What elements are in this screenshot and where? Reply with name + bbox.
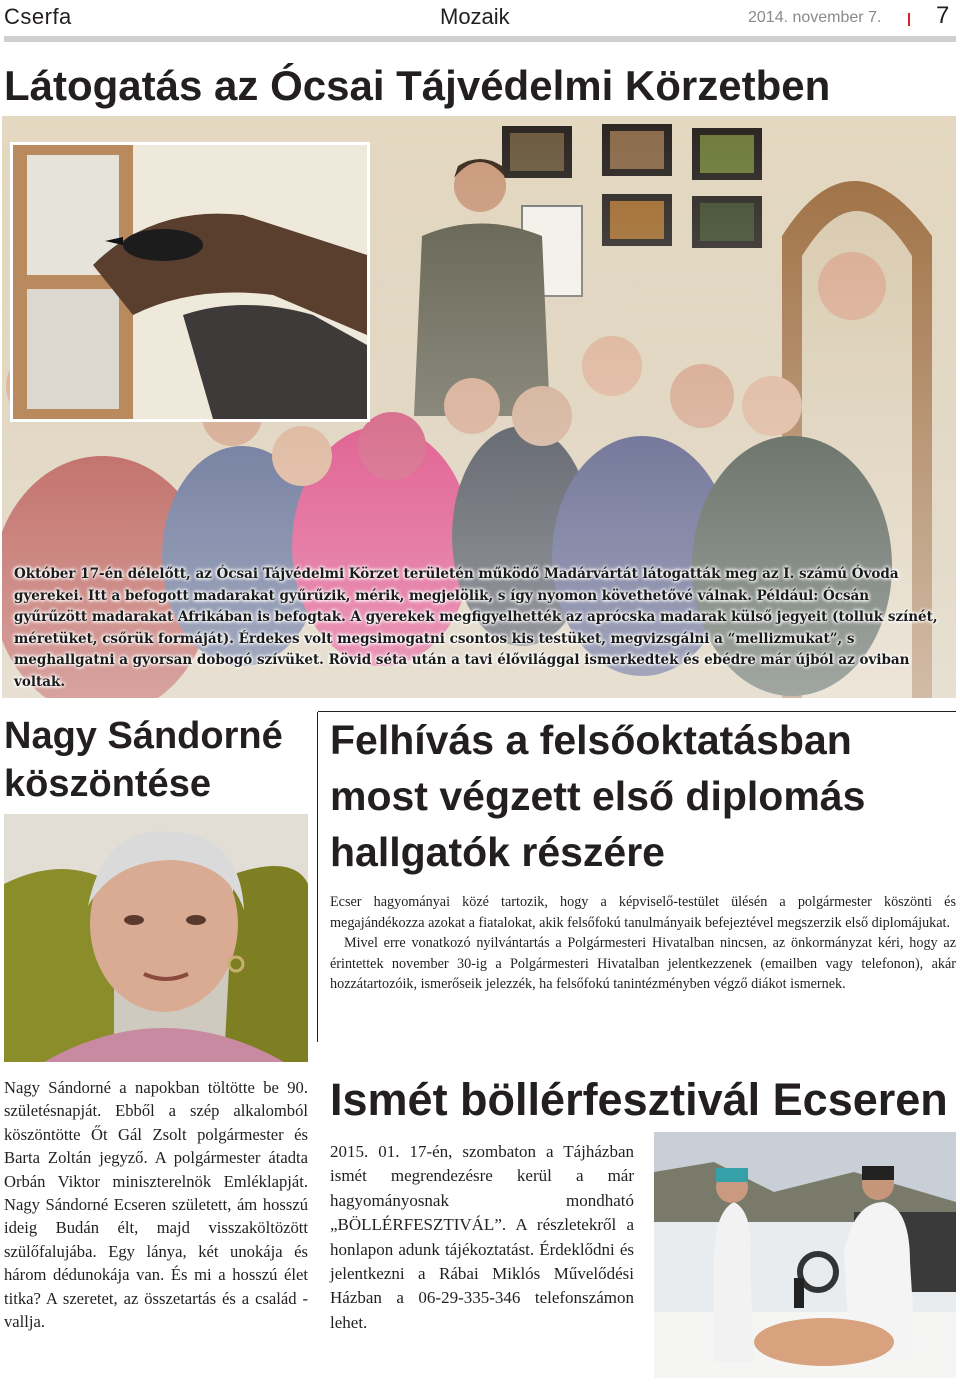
portrait-photo <box>4 814 308 1062</box>
section-name: Cserfa <box>4 4 72 29</box>
main-photo-caption: Október 17-én délelőtt, az Ócsai Tájvédelmi Körzet területén működő Madárvártát látogatták meg az I. számú Óvoda gyerekei. Itt a befogott madarakat gyűrűzik, mérik, megjelölik, s így nyomon követhetővé válnak. Például: Ócsán gyűrűzött madarakat Afrikában is befogtak. A gyerekek megfigyelhették az aprócska madarak külső jegyeit (tolluk színét, méretüket, csőrük formáját). Érdekes volt megsimogatni csontos kis testüket, megvizsgálni a “mellizmukat”, s meghallgatni a gyorsan dobogó szívüket. Rövid séta után a tavi élővilággal ismerkedtek és ebédre már újból az oviban voltak. <box>14 566 938 690</box>
main-article-photo <box>2 116 956 698</box>
category-name: Mozaik <box>440 4 510 29</box>
page-header <box>0 0 960 38</box>
issue-date: 2014. november 7. <box>748 9 882 26</box>
header-rule <box>4 36 956 42</box>
call-article-title: Felhívás a felsőoktatásban most végzett első diplomás hallgatók részére <box>330 717 866 875</box>
column-divider <box>317 712 318 1042</box>
bird-ringing-inset-photo <box>10 142 370 422</box>
festival-photo <box>654 1132 956 1378</box>
header-accent-bar <box>908 13 910 26</box>
birthday-article-body: Nagy Sándorné a napokban töltötte be 90. születésnapját. Ebből a szép alkalomból köszöntötte Őt Gál Zsolt polgármester és Barta Zoltán jegyző. A polgármester átadta Orbán Viktor miniszterelnök Emléklapját. Nagy Sándorné Ecseren született, ám hosszú ideig Budán élt, majd visszaköltözött szülőfalujába. Egy lánya, két unokája és három dédunokája van. És mi a hosszú élet titka? A szeretet, az összetartás és a család - vallja. <box>4 1078 308 1332</box>
main-article-title: Látogatás az Ócsai Tájvédelmi Körzetben <box>4 62 831 109</box>
festival-article-title: Ismét böllérfesztivál Ecseren <box>330 1074 948 1125</box>
birthday-article-title: Nagy Sándorné köszöntése <box>4 715 283 805</box>
festival-article-body: 2015. 01. 17-én, szombaton a Tájházban ismét megrendezésre kerül a már hagyományosnak mondható „BÖLLÉRFESZTIVÁL”. A részletekről a honlapon adunk tájékoztatást. Érdeklődni és jelentkezni a Rábai Miklós Művelődési Házban a 06-29-335-346 telefonszámon lehet. <box>330 1142 634 1332</box>
page-number: 7 <box>936 2 950 29</box>
call-article-body <box>330 892 956 995</box>
call-article-paragraph: Ecser hagyományai közé tartozik, hogy a képviselő-testület ülésén a polgármester köszönti és megajándékozza azokat a fiatalokat, akik felsőfokú tanulmányaik befejeztével megszerzik első diplomájukat. <box>330 894 956 931</box>
call-article-paragraph: Mivel erre vonatkozó nyilvántartás a Polgármesteri Hivatalban nincsen, az önkormányzat kéri, hogy az érintettek november 30-ig a Polgármesteri Hivatalban jelentkezzenek (emailben vagy telefonon), akár hozzátartozóik, ismerőseik jelezzék, ha felsőfokú tanintézményben végző diákot ismernek. <box>330 935 956 993</box>
